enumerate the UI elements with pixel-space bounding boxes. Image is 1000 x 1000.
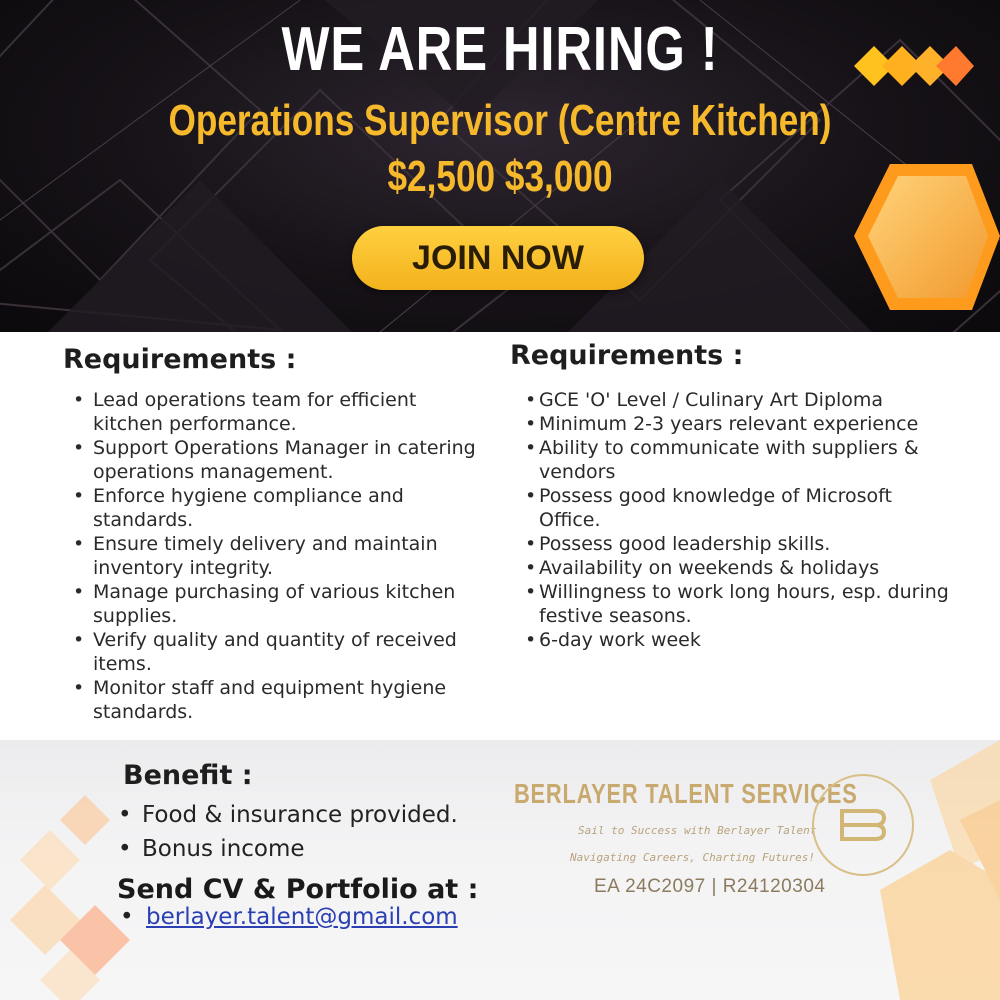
requirement-line: • Availability on weekends & holidays: [539, 557, 880, 579]
requirement-line: festive seasons.: [539, 605, 692, 627]
requirement-line: • GCE 'O' Level / Culinary Art Diploma: [539, 389, 884, 411]
company-tagline-1: Sail to Success with Berlayer Talent: [578, 824, 817, 837]
license-numbers: EA 24C2097 | R24120304: [594, 876, 826, 897]
requirement-item: [523, 628, 983, 652]
hiring-headline: WE ARE HIRING !: [281, 15, 719, 84]
requirement-line: Office.: [539, 509, 601, 531]
requirement-line: standards.: [93, 509, 194, 531]
requirement-line: vendors: [539, 461, 616, 483]
requirement-line: • Minimum 2-3 years relevant experience: [539, 413, 919, 435]
requirement-line: • Ensure timely delivery and maintain: [93, 533, 438, 555]
requirement-item: [523, 484, 983, 532]
requirement-item: [523, 388, 983, 412]
requirement-line: kitchen performance.: [93, 413, 297, 435]
requirement-line: items.: [93, 653, 152, 675]
send-cv-heading: Send CV & Portfolio at :: [117, 874, 479, 905]
requirement-line: • Ability to communicate with suppliers &: [539, 437, 919, 459]
company-name: BERLAYER TALENT SERVICES: [514, 778, 858, 809]
requirement-line: supplies.: [93, 605, 178, 627]
benefit-item: • Food & insurance provided.: [114, 798, 458, 832]
requirements-heading-left: Requirements :: [63, 344, 297, 375]
requirements-list-right: [523, 388, 983, 652]
requirement-line: • Manage purchasing of various kitchen: [93, 581, 456, 603]
job-title: Operations Supervisor (Centre Kitchen): [168, 96, 832, 145]
requirement-line: • 6-day work week: [539, 629, 701, 651]
requirement-item: [67, 388, 497, 436]
requirement-item: [67, 484, 497, 532]
requirement-line: • Lead operations team for efficient: [93, 389, 417, 411]
requirement-line: • Possess good leadership skills.: [539, 533, 831, 555]
footer-section: [0, 740, 1000, 1000]
requirements-section: [0, 332, 1000, 740]
requirement-line: standards.: [93, 701, 194, 723]
company-logo: [812, 774, 914, 876]
requirement-item: [67, 580, 497, 628]
requirement-item: [523, 412, 983, 436]
requirements-list-left: [67, 388, 497, 724]
requirement-line: operations management.: [93, 461, 334, 483]
requirement-item: [67, 532, 497, 580]
orange-diamonds-icon: [852, 44, 976, 88]
requirement-line: • Monitor staff and equipment hygiene: [93, 677, 447, 699]
requirement-item: [523, 556, 983, 580]
requirement-line: • Support Operations Manager in catering: [93, 437, 476, 459]
requirement-item: [67, 628, 497, 676]
requirements-heading-right: Requirements :: [510, 340, 744, 371]
requirement-line: inventory integrity.: [93, 557, 274, 579]
benefit-list: [114, 798, 458, 866]
requirement-item: [523, 532, 983, 556]
email-link[interactable]: berlayer.talent@gmail.com: [146, 904, 458, 930]
requirement-line: • Willingness to work long hours, esp. during: [539, 581, 949, 603]
join-now-button[interactable]: JOIN NOW: [352, 226, 644, 290]
requirement-line: • Enforce hygiene compliance and: [93, 485, 404, 507]
requirement-item: [67, 676, 497, 724]
requirement-item: [67, 436, 497, 484]
hiring-banner: [0, 0, 1000, 332]
requirement-line: • Possess good knowledge of Microsoft: [539, 485, 892, 507]
hexagon-icon: [852, 162, 1000, 312]
requirement-item: [523, 580, 983, 628]
requirement-line: • Verify quality and quantity of received: [93, 629, 457, 651]
benefit-heading: Benefit :: [123, 760, 253, 791]
email-bullet: •: [120, 904, 134, 930]
salary-range: $2,500 $3,000: [387, 152, 613, 201]
email-row: [120, 904, 458, 930]
benefit-item: • Bonus income: [114, 832, 458, 866]
requirement-item: [523, 436, 983, 484]
logo-b-icon: [839, 808, 887, 842]
company-tagline-2: Navigating Careers, Charting Futures!: [570, 851, 816, 864]
